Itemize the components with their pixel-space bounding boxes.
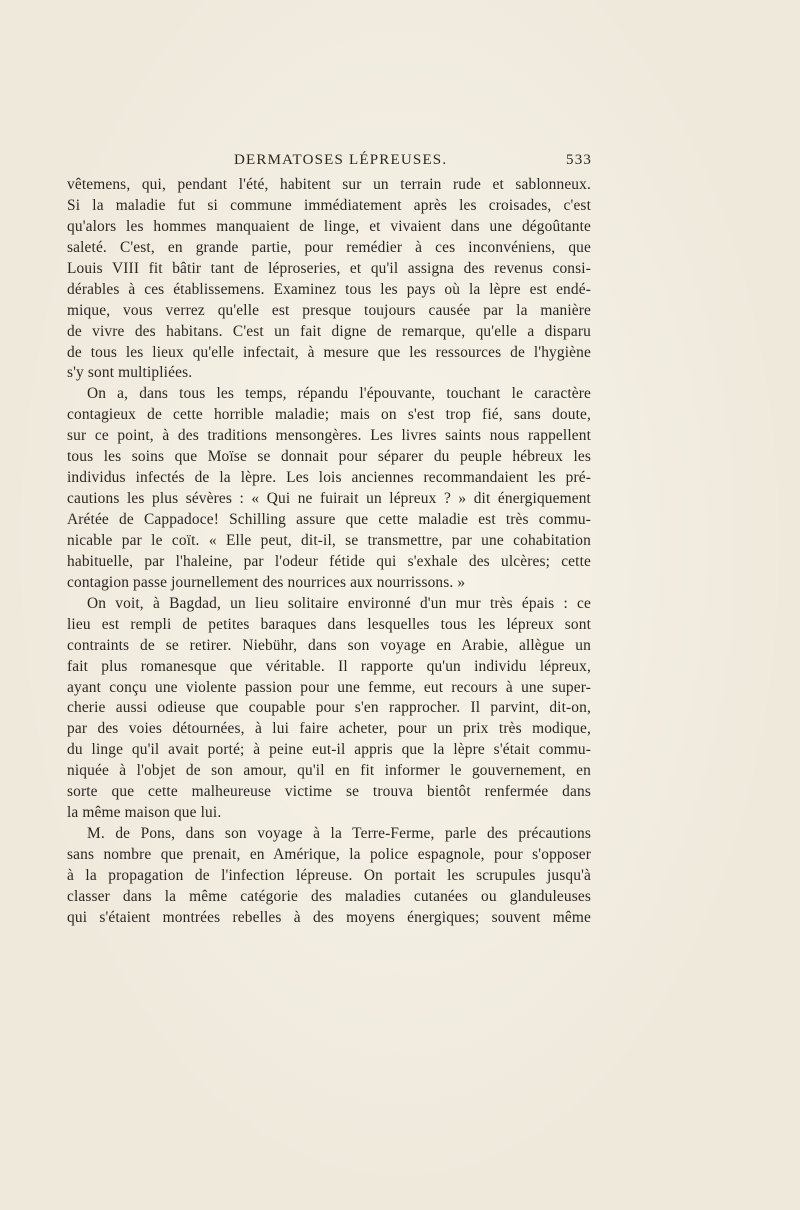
text-line: à la propagation de l'infection lépreuse. On portait les scrupules jusqu'à xyxy=(67,866,591,884)
running-title: DERMATOSES LÉPREUSES. xyxy=(234,152,448,168)
text-line: classer dans la même catégorie des maladies cutanées ou glanduleuses xyxy=(67,887,591,905)
page-number: 533 xyxy=(566,152,593,168)
text-line: qui s'étaient montrées rebelles à des moyens énergiques; souvent même xyxy=(67,908,591,926)
text-line: cherie aussi odieuse que coupable pour s'en rapprocher. Il parvint, dit-on, xyxy=(67,699,591,717)
text-line: Si la maladie fut si commune immédiatement après les croisades, c'est xyxy=(67,196,591,214)
text-line: lieu est rempli de petites baraques dans lesquelles tous les lépreux sont xyxy=(67,615,591,633)
text-line: niquée à l'objet de son amour, qu'il en fit informer le gouvernement, en xyxy=(67,762,591,780)
text-line: nicable par le coït. « Elle peut, dit-il, se transmettre, par une cohabitation xyxy=(67,531,591,549)
text-line: de vivre des habitans. C'est un fait digne de remarque, qu'elle a disparu xyxy=(67,322,591,340)
text-line: de tous les lieux qu'elle infectait, à mesure que les ressources de l'hygiène xyxy=(67,343,591,361)
text-line: ayant conçu une violente passion pour une femme, eut recours à une super- xyxy=(67,678,591,696)
paragraph-start-line: M. de Pons, dans son voyage à la Terre-Ferme, parle des précautions xyxy=(87,825,591,843)
text-line: mique, vous verrez qu'elle est presque toujours causée par la manière xyxy=(67,301,591,319)
text-line: habituelle, par l'haleine, par l'odeur fétide qui s'exhale des ulcères; cette xyxy=(67,552,591,570)
text-line: tous les soins que Moïse se donnait pour séparer du peuple hébreux les xyxy=(67,448,591,466)
text-line: individus infectés de la lèpre. Les lois anciennes recommandaient les pré- xyxy=(67,469,591,487)
text-line: s'y sont multipliées. xyxy=(67,364,193,382)
text-line: par des voies détournées, à lui faire acheter, pour un prix très modique, xyxy=(67,720,591,738)
text-line: contagieux de cette horrible maladie; mais on s'est trop fié, sans doute, xyxy=(67,406,591,424)
text-line: sorte que cette malheureuse victime se trouva bientôt renfermée dans xyxy=(67,783,591,801)
text-line: dérables à ces établissemens. Examinez tous les pays où la lèpre est endé- xyxy=(67,280,591,298)
text-line: saleté. C'est, en grande partie, pour remédier à ces inconvéniens, que xyxy=(67,238,591,256)
body-text xyxy=(67,175,591,929)
text-line: vêtemens, qui, pendant l'été, habitent sur un terrain rude et sablonneux. xyxy=(67,176,591,193)
paragraph-start-line: On voit, à Bagdad, un lieu solitaire environné d'un mur très épais : ce xyxy=(87,594,591,612)
text-line: fait plus romanesque que véritable. Il rapporte qu'un individu lépreux, xyxy=(67,657,591,675)
text-line: la même maison que lui. xyxy=(67,804,222,822)
text-line: qu'alors les hommes manquaient de linge, et vivaient dans une dégoûtante xyxy=(67,217,591,235)
text-line: contagion passe journellement des nourrices aux nourrissons. » xyxy=(67,573,466,591)
text-line: du linge qu'il avait porté; à peine eut-il appris que la lèpre s'était commu- xyxy=(67,741,591,759)
paragraph-start-line: On a, dans tous les temps, répandu l'épouvante, touchant le caractère xyxy=(87,385,591,403)
text-line: Louis VIII fit bâtir tant de léproseries, et qu'il assigna des revenus consi- xyxy=(67,259,591,277)
text-line: contraints de se retirer. Niebühr, dans son voyage en Arabie, allègue un xyxy=(67,636,591,654)
text-line: sans nombre que prenait, en Amérique, la police espagnole, pour s'opposer xyxy=(67,846,591,863)
text-line: cautions les plus sévères : « Qui ne fuirait un lépreux ? » dit énergiquement xyxy=(67,490,591,508)
text-line: sur ce point, à des traditions mensongères. Les livres saints nous rappellent xyxy=(67,427,591,445)
text-line: Arétée de Cappadoce! Schilling assure que cette maladie est très commu- xyxy=(67,511,591,528)
page-header xyxy=(0,152,800,176)
